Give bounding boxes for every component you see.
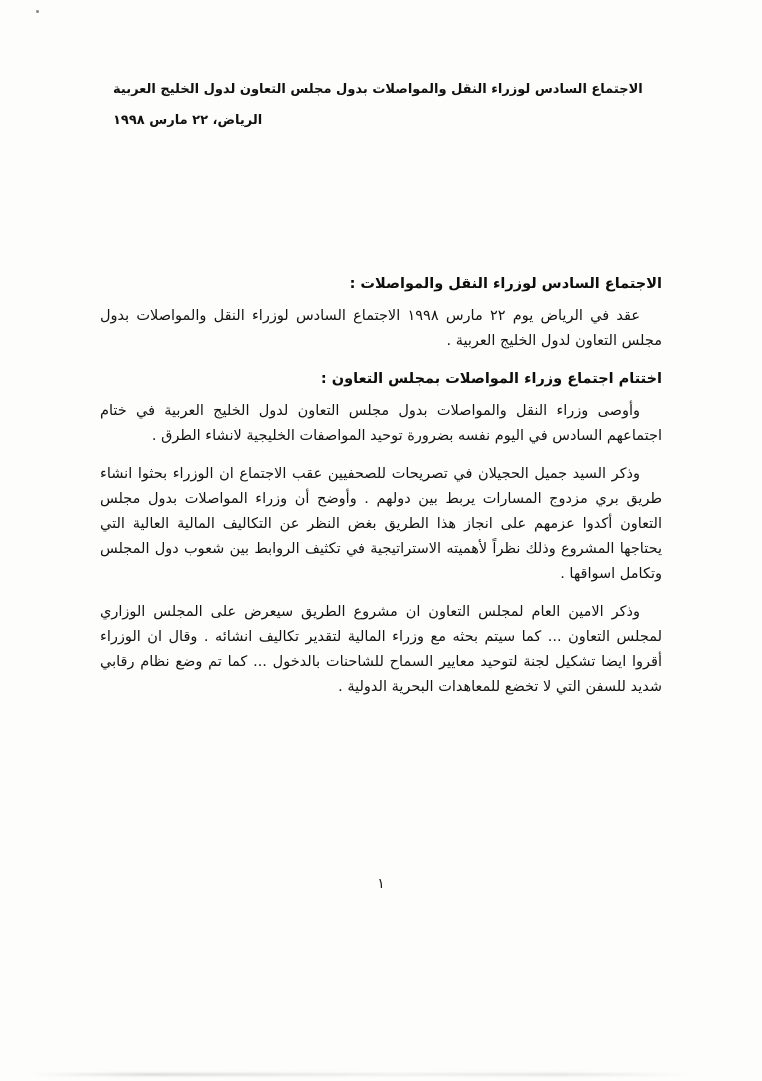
document-body bbox=[100, 272, 662, 713]
page-footer bbox=[0, 876, 762, 892]
section-heading-conclusion: اختتام اجتماع وزراء المواصلات بمجلس التعاون : bbox=[320, 371, 662, 387]
document-title: الاجتماع السادس لوزراء النقل والمواصلات بدول مجلس التعاون لدول الخليج العربية bbox=[113, 82, 643, 97]
paragraph: وذكر الامين العام لمجلس التعاون ان مشروع الطريق سيعرض على المجلس الوزاري لمجلس التعاون ... كما سيتم بحثه مع وزراء المالية لتقدير تكاليف انشائه . وقال ان الوزراء أقروا ايضا تشكيل لجنة لتوحيد معايير السماح للشاحنات بالدخول ... كما تم وضع نظام رقابي شديد للسفن التي لا تخضع للمعاهدات البحرية الدولية . bbox=[100, 604, 662, 695]
section-heading-meeting: الاجتماع السادس لوزراء النقل والمواصلات : bbox=[349, 276, 662, 292]
paragraph: وأوصى وزراء النقل والمواصلات بدول مجلس التعاون لدول الخليج العربية في ختام اجتماعهم السادس في اليوم نفسه بضرورة توحيد المواصفات الخليجية لانشاء الطرق . bbox=[100, 403, 662, 444]
scan-speck-artifact bbox=[36, 10, 39, 13]
document-header bbox=[113, 74, 643, 136]
document-subtitle-date: الرياض، ٢٢ مارس ١٩٩٨ bbox=[113, 113, 263, 128]
paragraph: وذكر السيد جميل الحجيلان في تصريحات للصحفيين عقب الاجتماع ان الوزراء بحثوا انشاء طريق بري مزدوج المسارات يربط بين دولهم . وأوضح أن وزراء المواصلات بدول مجلس التعاون أكدوا عزمهم على انجاز هذا الطريق بغض النظر عن التكاليف المالية العالية التي يحتاجها المشروع وذلك نظراً لأهميته الاستراتيجية في تكثيف الروابط بين شعوب دول المجلس وتكامل اسواقها . bbox=[100, 466, 662, 582]
paragraph: عقد في الرياض يوم ٢٢ مارس ١٩٩٨ الاجتماع السادس لوزراء النقل والمواصلات بدول مجلس التعاون لدول الخليج العربية . bbox=[100, 308, 662, 349]
page-number: ١ bbox=[377, 876, 385, 892]
scan-smudge-artifact bbox=[30, 1073, 692, 1076]
